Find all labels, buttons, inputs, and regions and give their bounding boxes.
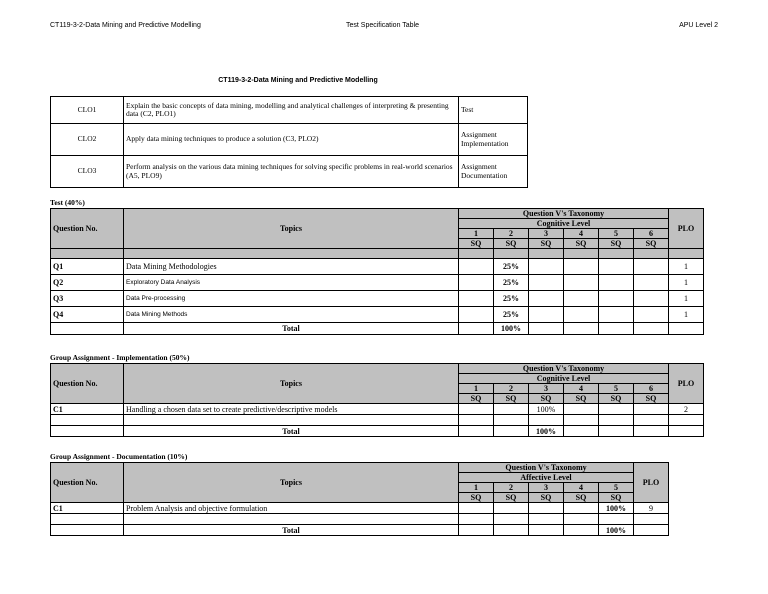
level-4: 4 — [564, 384, 599, 394]
blank-row — [51, 514, 669, 525]
level-2: 2 — [494, 483, 529, 493]
cognitive-level-header: Cognitive Level — [459, 374, 669, 384]
spacer-row — [51, 249, 704, 259]
sq-label: SQ — [529, 394, 564, 404]
topic: Handling a chosen data set to create predictive/descriptive models — [124, 404, 459, 415]
clo-desc: Apply data mining techniques to produce a solution (C3, PLO2) — [124, 124, 459, 156]
sq-label: SQ — [564, 493, 599, 503]
level-3-value: 100% — [529, 404, 564, 415]
total-row — [51, 426, 704, 437]
question-no: Q4 — [51, 307, 124, 323]
plo-header: PLO — [634, 463, 669, 503]
table-row — [51, 291, 704, 307]
clo-desc: Explain the basic concepts of data mining, modelling and analytical challenges of interpreting & presenting data (C2, PLO1) — [124, 97, 459, 124]
taxonomy-header: Question V's Taxonomy — [459, 364, 669, 374]
doc-table — [50, 462, 669, 536]
level-2: 2 — [494, 229, 529, 239]
level-3: 3 — [529, 483, 564, 493]
level-5: 5 — [599, 229, 634, 239]
clo-row — [51, 156, 528, 188]
table-row — [51, 503, 669, 514]
sq-label: SQ — [459, 239, 494, 249]
sq-label: SQ — [459, 394, 494, 404]
level-5: 5 — [599, 384, 634, 394]
level-3: 3 — [529, 229, 564, 239]
question-no: Q2 — [51, 275, 124, 291]
total-label: Total — [124, 525, 459, 536]
sq-label: SQ — [494, 239, 529, 249]
level-3: 3 — [529, 384, 564, 394]
plo-value: 1 — [669, 259, 704, 275]
header-left: CT119-3-2-Data Mining and Predictive Modelling — [50, 22, 201, 29]
level-6: 6 — [634, 384, 669, 394]
plo-header: PLO — [669, 209, 704, 249]
sq-label: SQ — [634, 394, 669, 404]
table-row — [51, 259, 704, 275]
plo-value: 1 — [669, 275, 704, 291]
cognitive-level-header: Cognitive Level — [459, 219, 669, 229]
sq-label: SQ — [634, 239, 669, 249]
level-2-value: 25% — [494, 259, 529, 275]
plo-value: 2 — [669, 404, 704, 415]
level-1: 1 — [459, 384, 494, 394]
topic: Problem Analysis and objective formulation — [124, 503, 459, 514]
question-no: C1 — [51, 404, 124, 415]
level-6: 6 — [634, 229, 669, 239]
total-value: 100% — [494, 323, 529, 335]
plo-value: 9 — [634, 503, 669, 514]
clo-assessment: Assignment Implementation — [459, 124, 528, 156]
total-label: Total — [124, 323, 459, 335]
clo-id: CLO3 — [51, 156, 124, 188]
sq-label: SQ — [529, 493, 564, 503]
table-row — [51, 404, 704, 415]
qno-header: Question No. — [51, 463, 124, 503]
clo-desc: Perform analysis on the various data mining techniques for solving specific problems in real-world scenarios (A5, PLO9) — [124, 156, 459, 188]
level-5-value: 100% — [599, 503, 634, 514]
clo-id: CLO2 — [51, 124, 124, 156]
level-2-value: 25% — [494, 291, 529, 307]
table-row — [51, 275, 704, 291]
topics-header: Topics — [124, 463, 459, 503]
clo-assessment: Test — [459, 97, 528, 124]
question-no: Q1 — [51, 259, 124, 275]
clo-row — [51, 97, 528, 124]
total-row — [51, 525, 669, 536]
qno-header: Question No. — [51, 209, 124, 249]
total-row — [51, 323, 704, 335]
impl-section-title: Group Assignment - Implementation (50%) — [50, 353, 190, 362]
table-row — [51, 307, 704, 323]
topic: Exploratory Data Analysis — [124, 275, 459, 291]
sq-label: SQ — [459, 493, 494, 503]
level-2-value: 25% — [494, 275, 529, 291]
header-right: APU Level 2 — [679, 22, 718, 29]
header-center: Test Specification Table — [346, 22, 420, 29]
sq-label: SQ — [599, 239, 634, 249]
qno-header: Question No. — [51, 364, 124, 404]
plo-header: PLO — [669, 364, 704, 404]
plo-value: 1 — [669, 307, 704, 323]
topic: Data Mining Methods — [124, 307, 459, 323]
sq-label: SQ — [599, 493, 634, 503]
topic: Data Mining Methodologies — [124, 259, 459, 275]
total-value: 100% — [529, 426, 564, 437]
question-no: Q3 — [51, 291, 124, 307]
level-4: 4 — [564, 229, 599, 239]
course-title: CT119-3-2-Data Mining and Predictive Modelling — [218, 77, 378, 84]
topics-header: Topics — [124, 209, 459, 249]
clo-assessment: Assignment Documentation — [459, 156, 528, 188]
level-4: 4 — [564, 483, 599, 493]
level-2-value: 25% — [494, 307, 529, 323]
taxonomy-header: Question V's Taxonomy — [459, 463, 634, 473]
total-value: 100% — [599, 525, 634, 536]
level-2: 2 — [494, 384, 529, 394]
topics-header: Topics — [124, 364, 459, 404]
sq-label: SQ — [564, 394, 599, 404]
blank-row — [51, 415, 704, 426]
impl-table — [50, 363, 704, 437]
clo-row — [51, 124, 528, 156]
sq-label: SQ — [494, 394, 529, 404]
sq-label: SQ — [529, 239, 564, 249]
taxonomy-header: Question V's Taxonomy — [459, 209, 669, 219]
sq-label: SQ — [599, 394, 634, 404]
total-label: Total — [124, 426, 459, 437]
affective-level-header: Affective Level — [459, 473, 634, 483]
level-5: 5 — [599, 483, 634, 493]
sq-label: SQ — [494, 493, 529, 503]
level-1: 1 — [459, 483, 494, 493]
clo-id: CLO1 — [51, 97, 124, 124]
test-table — [50, 208, 704, 335]
doc-section-title: Group Assignment - Documentation (10%) — [50, 452, 188, 461]
sq-label: SQ — [564, 239, 599, 249]
level-1: 1 — [459, 229, 494, 239]
question-no: C1 — [51, 503, 124, 514]
clo-table — [50, 96, 528, 188]
topic: Data Pre-processing — [124, 291, 459, 307]
plo-value: 1 — [669, 291, 704, 307]
test-section-title: Test (40%) — [50, 198, 85, 207]
